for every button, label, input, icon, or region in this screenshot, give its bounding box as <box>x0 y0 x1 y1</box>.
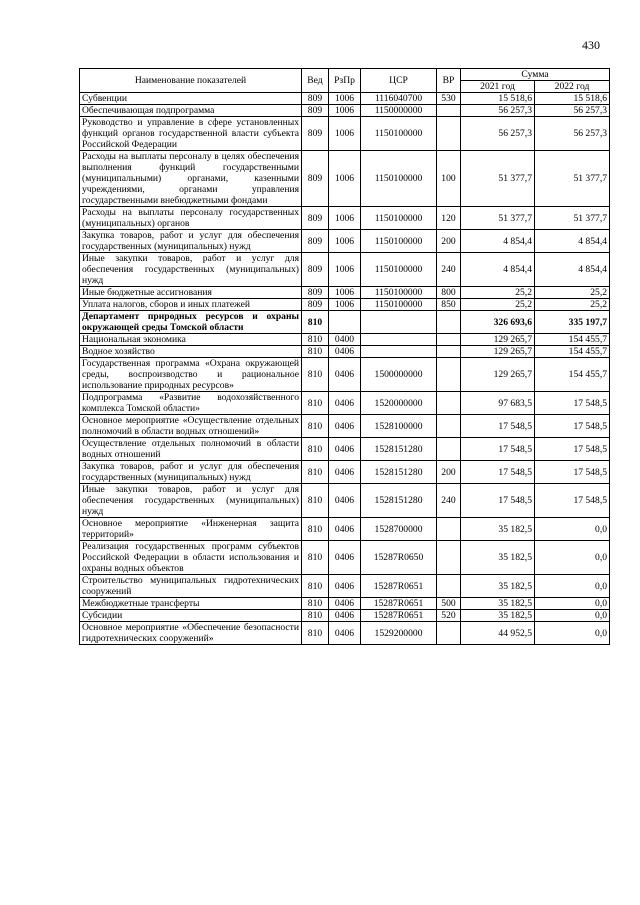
cell-2021: 56 257,3 <box>461 105 535 117</box>
cell-vr: 520 <box>437 610 461 622</box>
cell-ved: 810 <box>302 358 329 392</box>
cell-csr: 1150100000 <box>361 151 437 207</box>
cell-2022: 154 455,7 <box>535 334 610 346</box>
cell-2022: 0,0 <box>535 575 610 598</box>
cell-csr: 1150100000 <box>361 299 437 311</box>
cell-rzpr: 1006 <box>329 287 361 299</box>
cell-vr <box>437 117 461 151</box>
cell-ved: 809 <box>302 151 329 207</box>
cell-rzpr: 0406 <box>329 575 361 598</box>
cell-vr: 500 <box>437 598 461 610</box>
cell-2022: 17 548,5 <box>535 415 610 438</box>
cell-rzpr: 1006 <box>329 299 361 311</box>
cell-2022: 51 377,7 <box>535 151 610 207</box>
cell-rzpr: 0406 <box>329 461 361 484</box>
cell-rzpr: 0400 <box>329 334 361 346</box>
table-row <box>80 93 610 105</box>
cell-ved: 809 <box>302 105 329 117</box>
cell-vr: 100 <box>437 151 461 207</box>
table-row <box>80 105 610 117</box>
header-row <box>80 69 610 81</box>
table-row <box>80 151 610 207</box>
cell-2021: 129 265,7 <box>461 346 535 358</box>
table-row <box>80 610 610 622</box>
cell-2022: 4 854,4 <box>535 253 610 287</box>
header-name: Наименование показателей <box>80 69 302 93</box>
table-row <box>80 438 610 461</box>
cell-2022: 25,2 <box>535 287 610 299</box>
cell-rzpr: 0406 <box>329 438 361 461</box>
cell-2021: 51 377,7 <box>461 207 535 230</box>
table-row <box>80 415 610 438</box>
cell-csr: 1150000000 <box>361 105 437 117</box>
cell-ved: 810 <box>302 575 329 598</box>
cell-csr: 15287R0651 <box>361 598 437 610</box>
cell-csr: 15287R0651 <box>361 610 437 622</box>
cell-name: Уплата налогов, сборов и иных платежей <box>80 299 302 311</box>
cell-csr: 1150100000 <box>361 230 437 253</box>
cell-2022: 51 377,7 <box>535 207 610 230</box>
cell-2021: 25,2 <box>461 299 535 311</box>
cell-2021: 51 377,7 <box>461 151 535 207</box>
cell-name: Реализация государственных программ субъектов Российской Федерации в области использования и охраны водных объектов <box>80 541 302 575</box>
table-row <box>80 230 610 253</box>
cell-csr: 1528151280 <box>361 461 437 484</box>
cell-ved: 810 <box>302 622 329 645</box>
cell-2021: 17 548,5 <box>461 484 535 518</box>
table-row <box>80 575 610 598</box>
cell-ved: 809 <box>302 287 329 299</box>
table-row <box>80 299 610 311</box>
cell-2021: 129 265,7 <box>461 358 535 392</box>
cell-csr: 15287R0651 <box>361 575 437 598</box>
cell-2021: 35 182,5 <box>461 541 535 575</box>
header-2022: 2022 год <box>535 81 610 93</box>
cell-ved: 810 <box>302 415 329 438</box>
cell-name: Департамент природных ресурсов и охраны окружающей среды Томской области <box>80 311 302 334</box>
cell-vr <box>437 415 461 438</box>
cell-ved: 809 <box>302 207 329 230</box>
cell-vr <box>437 334 461 346</box>
cell-csr: 15287R0650 <box>361 541 437 575</box>
cell-rzpr: 0406 <box>329 518 361 541</box>
cell-rzpr: 1006 <box>329 93 361 105</box>
cell-2021: 35 182,5 <box>461 518 535 541</box>
cell-name: Субсидии <box>80 610 302 622</box>
table-row <box>80 207 610 230</box>
cell-2022: 4 854,4 <box>535 230 610 253</box>
cell-name: Руководство и управление в сфере установленных функций органов государственной власти субъекта Российской Федерации <box>80 117 302 151</box>
cell-rzpr: 0406 <box>329 346 361 358</box>
cell-csr: 1150100000 <box>361 287 437 299</box>
cell-rzpr: 1006 <box>329 151 361 207</box>
cell-2021: 326 693,6 <box>461 311 535 334</box>
cell-name: Расходы на выплаты персоналу государственных (муниципальных) органов <box>80 207 302 230</box>
cell-rzpr: 0406 <box>329 541 361 575</box>
cell-ved: 809 <box>302 117 329 151</box>
cell-rzpr: 0406 <box>329 358 361 392</box>
table-row <box>80 117 610 151</box>
cell-csr: 1528151280 <box>361 484 437 518</box>
cell-2022: 0,0 <box>535 598 610 610</box>
page-number: 430 <box>582 38 600 52</box>
cell-csr <box>361 311 437 334</box>
budget-table <box>79 68 610 645</box>
cell-2022: 154 455,7 <box>535 346 610 358</box>
cell-vr: 800 <box>437 287 461 299</box>
cell-name: Строительство муниципальных гидротехнических сооружений <box>80 575 302 598</box>
cell-name: Водное хозяйство <box>80 346 302 358</box>
table-row <box>80 541 610 575</box>
header-2021: 2021 год <box>461 81 535 93</box>
cell-name: Субвенции <box>80 93 302 105</box>
cell-csr: 1528700000 <box>361 518 437 541</box>
table-row <box>80 311 610 334</box>
cell-2021: 129 265,7 <box>461 334 535 346</box>
cell-name: Осуществление отдельных полномочий в области водных отношений <box>80 438 302 461</box>
cell-ved: 810 <box>302 346 329 358</box>
cell-name: Государственная программа «Охрана окружающей среды, воспроизводство и рациональное использование природных ресурсов» <box>80 358 302 392</box>
cell-vr: 530 <box>437 93 461 105</box>
cell-ved: 810 <box>302 541 329 575</box>
cell-ved: 810 <box>302 518 329 541</box>
cell-vr <box>437 346 461 358</box>
cell-2022: 0,0 <box>535 622 610 645</box>
cell-vr <box>437 622 461 645</box>
cell-ved: 810 <box>302 598 329 610</box>
cell-rzpr: 0406 <box>329 622 361 645</box>
cell-2021: 97 683,5 <box>461 392 535 415</box>
cell-csr: 1116040700 <box>361 93 437 105</box>
cell-name: Основное мероприятие «Осуществление отдельных полномочий в области водных отношений» <box>80 415 302 438</box>
cell-ved: 810 <box>302 461 329 484</box>
cell-rzpr: 0406 <box>329 610 361 622</box>
cell-2021: 17 548,5 <box>461 415 535 438</box>
cell-csr <box>361 346 437 358</box>
table-row <box>80 334 610 346</box>
cell-name: Обеспечивающая подпрограмма <box>80 105 302 117</box>
cell-vr: 850 <box>437 299 461 311</box>
cell-rzpr: 1006 <box>329 230 361 253</box>
cell-2021: 4 854,4 <box>461 253 535 287</box>
cell-vr: 200 <box>437 230 461 253</box>
cell-2022: 335 197,7 <box>535 311 610 334</box>
header-ved: Вед <box>302 69 329 93</box>
table-row <box>80 622 610 645</box>
cell-vr <box>437 358 461 392</box>
cell-rzpr: 0406 <box>329 392 361 415</box>
cell-name: Основное мероприятие «Инженерная защита территорий» <box>80 518 302 541</box>
cell-2022: 17 548,5 <box>535 461 610 484</box>
cell-ved: 809 <box>302 93 329 105</box>
cell-2022: 0,0 <box>535 541 610 575</box>
cell-vr: 240 <box>437 484 461 518</box>
cell-2021: 56 257,3 <box>461 117 535 151</box>
cell-rzpr: 0406 <box>329 484 361 518</box>
cell-name: Расходы на выплаты персоналу в целях обеспечения выполнения функций государственными (муниципальными) органами, казенными учреждениями, органами управления государственными внебюджетными фондами <box>80 151 302 207</box>
cell-rzpr: 1006 <box>329 253 361 287</box>
table-row <box>80 358 610 392</box>
cell-2022: 25,2 <box>535 299 610 311</box>
cell-vr <box>437 392 461 415</box>
cell-2021: 35 182,5 <box>461 610 535 622</box>
cell-2021: 35 182,5 <box>461 575 535 598</box>
cell-csr <box>361 334 437 346</box>
cell-2022: 56 257,3 <box>535 117 610 151</box>
table-row <box>80 287 610 299</box>
cell-rzpr: 1006 <box>329 105 361 117</box>
cell-csr: 1520000000 <box>361 392 437 415</box>
cell-ved: 810 <box>302 334 329 346</box>
cell-rzpr: 0406 <box>329 598 361 610</box>
table-row <box>80 253 610 287</box>
cell-2022: 0,0 <box>535 610 610 622</box>
cell-2022: 17 548,5 <box>535 484 610 518</box>
cell-vr: 240 <box>437 253 461 287</box>
cell-vr <box>437 575 461 598</box>
cell-ved: 810 <box>302 311 329 334</box>
cell-csr: 1528151280 <box>361 438 437 461</box>
cell-vr <box>437 311 461 334</box>
cell-ved: 810 <box>302 438 329 461</box>
cell-ved: 809 <box>302 299 329 311</box>
cell-rzpr <box>329 311 361 334</box>
cell-name: Иные бюджетные ассигнования <box>80 287 302 299</box>
cell-2022: 17 548,5 <box>535 392 610 415</box>
table-row <box>80 518 610 541</box>
cell-name: Закупка товаров, работ и услуг для обеспечения государственных (муниципальных) нужд <box>80 461 302 484</box>
cell-2022: 15 518,6 <box>535 93 610 105</box>
cell-2022: 17 548,5 <box>535 438 610 461</box>
cell-csr: 1500000000 <box>361 358 437 392</box>
cell-2021: 17 548,5 <box>461 461 535 484</box>
header-rzpr: РзПр <box>329 69 361 93</box>
cell-2021: 25,2 <box>461 287 535 299</box>
cell-2022: 0,0 <box>535 518 610 541</box>
cell-rzpr: 1006 <box>329 117 361 151</box>
cell-vr <box>437 541 461 575</box>
table-row <box>80 346 610 358</box>
cell-ved: 810 <box>302 484 329 518</box>
cell-2022: 154 455,7 <box>535 358 610 392</box>
cell-rzpr: 0406 <box>329 415 361 438</box>
cell-vr <box>437 105 461 117</box>
cell-2021: 35 182,5 <box>461 598 535 610</box>
cell-name: Основное мероприятие «Обеспечение безопасности гидротехнических сооружений» <box>80 622 302 645</box>
cell-2021: 44 952,5 <box>461 622 535 645</box>
cell-csr: 1150100000 <box>361 207 437 230</box>
cell-vr <box>437 518 461 541</box>
table-row <box>80 484 610 518</box>
header-vr: ВР <box>437 69 461 93</box>
cell-csr: 1528100000 <box>361 415 437 438</box>
cell-name: Межбюджетные трансферты <box>80 598 302 610</box>
table-row <box>80 461 610 484</box>
cell-name: Национальная экономика <box>80 334 302 346</box>
cell-ved: 809 <box>302 253 329 287</box>
cell-2022: 56 257,3 <box>535 105 610 117</box>
cell-vr: 120 <box>437 207 461 230</box>
cell-csr: 1529200000 <box>361 622 437 645</box>
cell-ved: 809 <box>302 230 329 253</box>
cell-2021: 15 518,6 <box>461 93 535 105</box>
cell-rzpr: 1006 <box>329 207 361 230</box>
cell-name: Закупка товаров, работ и услуг для обеспечения государственных (муниципальных) нужд <box>80 230 302 253</box>
table-row <box>80 392 610 415</box>
header-sum: Сумма <box>461 69 610 81</box>
cell-name: Подпрограмма «Развитие водохозяйственного комплекса Томской области» <box>80 392 302 415</box>
cell-csr: 1150100000 <box>361 253 437 287</box>
cell-ved: 810 <box>302 392 329 415</box>
cell-name: Иные закупки товаров, работ и услуг для обеспечения государственных (муниципальных) нужд <box>80 484 302 518</box>
cell-vr: 200 <box>437 461 461 484</box>
cell-name: Иные закупки товаров, работ и услуг для обеспечения государственных (муниципальных) нужд <box>80 253 302 287</box>
cell-2021: 4 854,4 <box>461 230 535 253</box>
header-csr: ЦСР <box>361 69 437 93</box>
cell-2021: 17 548,5 <box>461 438 535 461</box>
cell-csr: 1150100000 <box>361 117 437 151</box>
cell-vr <box>437 438 461 461</box>
table-row <box>80 598 610 610</box>
cell-ved: 810 <box>302 610 329 622</box>
